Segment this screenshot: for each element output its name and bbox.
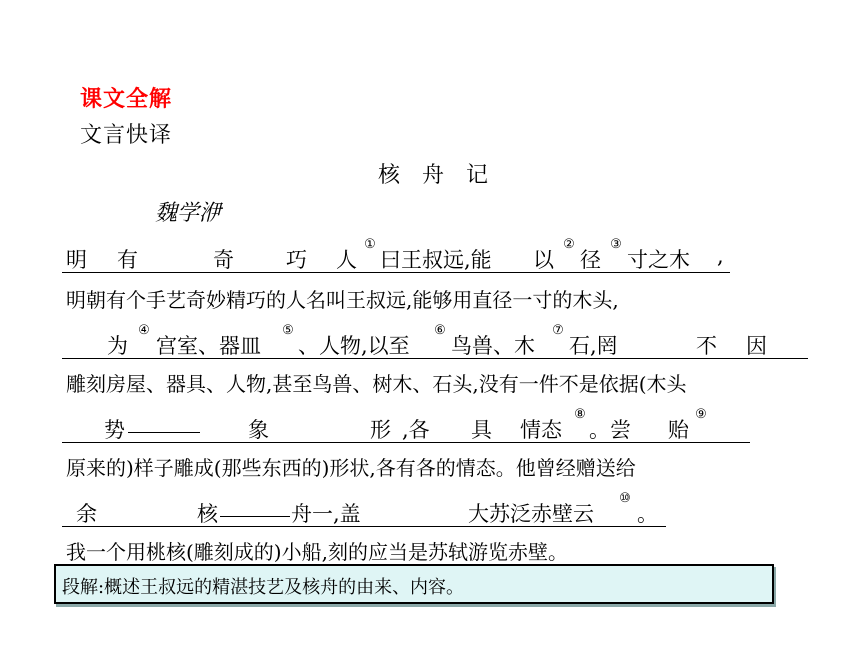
annotation-marker: ② [563, 237, 575, 252]
original-word: 不 [696, 334, 717, 358]
annotation-marker: ⑦ [552, 323, 564, 338]
annotation-marker: ① [364, 237, 376, 252]
original-word: 。 [637, 502, 658, 526]
original-word: 有 [117, 248, 138, 272]
original-word: 情态 [520, 418, 562, 442]
original-word: ,各 [402, 418, 430, 442]
translation-line-1: 明朝有个手艺奇妙精巧的人名叫王叔远,能够用直径一寸的木头, [66, 288, 619, 312]
blank-underline [128, 432, 200, 433]
section-heading: 课文全解 [80, 86, 173, 112]
original-word: 形 [370, 418, 391, 442]
original-word: 势 [104, 418, 125, 442]
original-word: 奇 [213, 248, 234, 272]
original-word: 曰王叔远,能 [380, 248, 492, 272]
article-title: 核 舟 记 [378, 163, 489, 188]
original-word: , [717, 244, 724, 268]
underline-rule [62, 442, 750, 443]
translation-line-2: 雕刻房屋、器具、人物,甚至鸟兽、树木、石头,没有一件不是依据(木头 [66, 372, 687, 396]
original-word: 寸之木 [627, 248, 690, 272]
annotation-marker: ④ [138, 323, 150, 338]
summary-text: 段解:概述王叔远的精湛技艺及核舟的由来、内容。 [62, 577, 465, 598]
annotation-marker: ⑥ [434, 323, 446, 338]
original-word: 贻 [668, 418, 689, 442]
article-author: 魏学洢 [155, 201, 222, 226]
underline-rule [62, 272, 730, 273]
original-word: 舟一,盖 [291, 502, 361, 526]
section-subheading: 文言快译 [80, 123, 173, 148]
original-word: 余 [76, 502, 97, 526]
original-word: 核 [197, 502, 218, 526]
annotation-marker: ⑧ [574, 407, 586, 422]
original-word: 以 [533, 248, 554, 272]
original-word: 、人物,以至 [298, 334, 410, 358]
original-word: 。尝 [589, 418, 631, 442]
original-word: 为 [107, 334, 128, 358]
original-word: 大苏泛赤壁云 [468, 502, 594, 526]
original-word: 宫室、器皿 [156, 334, 261, 358]
summary-box [54, 564, 774, 604]
underline-rule [62, 358, 808, 359]
original-word: 径 [580, 248, 601, 272]
annotation-marker: ⑤ [282, 323, 294, 338]
original-word: 因 [746, 334, 767, 358]
original-word: 巧 [286, 248, 307, 272]
original-word: 明 [66, 248, 87, 272]
underline-rule [62, 526, 666, 527]
original-word: 石,罔 [569, 334, 618, 358]
original-word: 人 [336, 248, 357, 272]
annotation-marker: ③ [610, 237, 622, 252]
translation-line-4: 我一个用桃核(雕刻成的)小船,刻的应当是苏轼游览赤壁。 [66, 540, 568, 564]
original-word: 鸟兽、木 [451, 334, 535, 358]
annotation-marker: ⑨ [695, 407, 707, 422]
translation-line-3: 原来的)样子雕成(那些东西的)形状,各有各的情态。他曾经赠送给 [66, 456, 636, 480]
original-word: 象 [248, 418, 269, 442]
blank-underline [220, 516, 290, 517]
original-word: 具 [471, 418, 492, 442]
annotation-marker: ⑩ [619, 491, 631, 506]
